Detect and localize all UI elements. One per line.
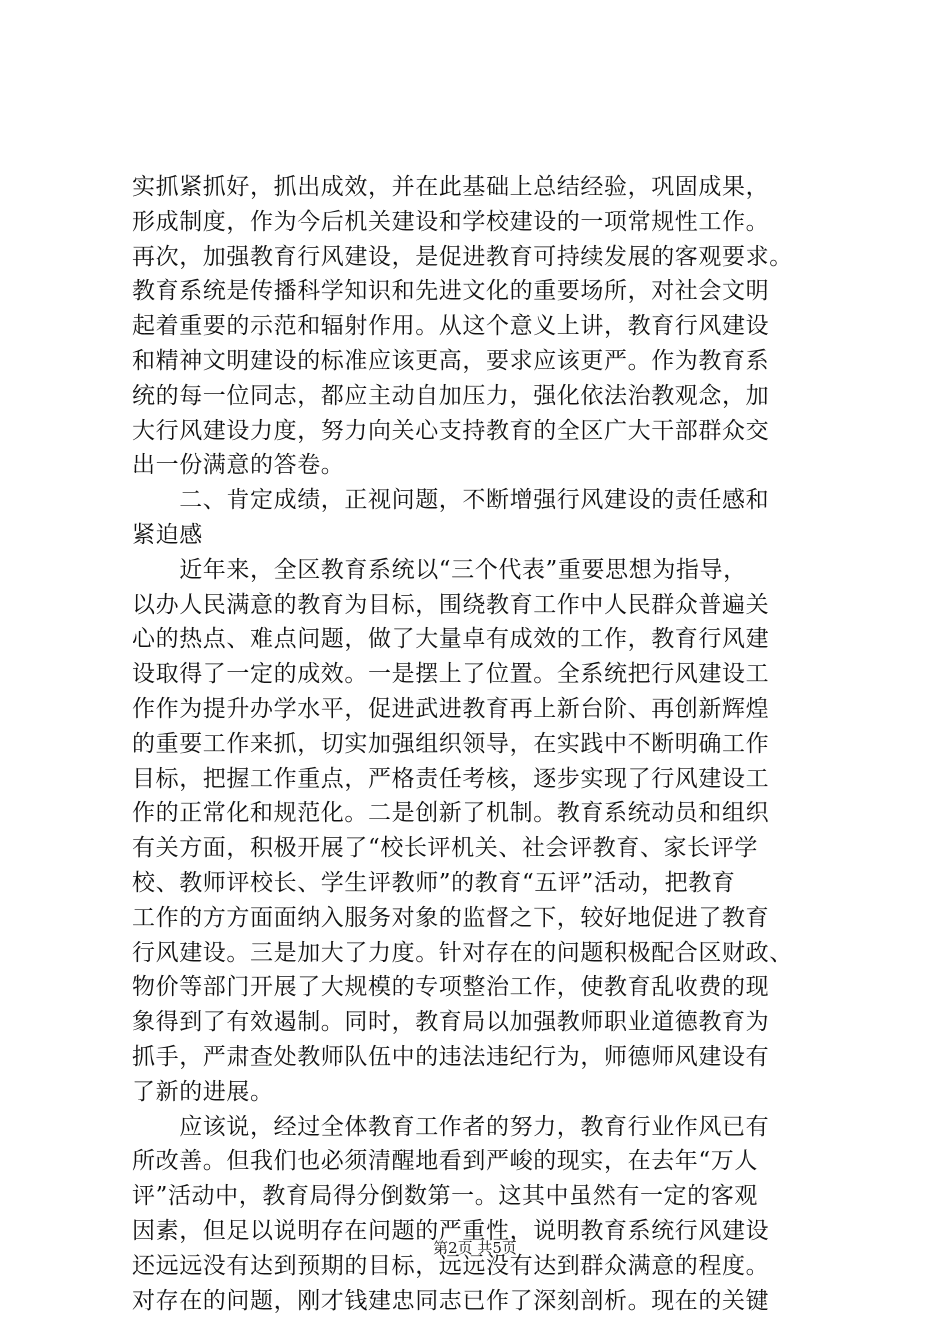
body-text <box>132 170 832 1318</box>
text-line: 的重要工作来抓，切实加强组织领导，在实践中不断明确工作 <box>132 730 770 757</box>
text-line: 目标，把握工作重点，严格责任考核，逐步实现了行风建设工 <box>132 765 770 792</box>
text-line: 教育系统是传播科学知识和先进文化的重要场所，对社会文明 <box>132 278 770 305</box>
text-line: 近年来，全区教育系统以“三个代表”重要思想为指导， <box>132 556 747 583</box>
section-heading-line: 紧迫感 <box>132 521 203 548</box>
text-line: 校、教师评校长、学生评教师”的教育“五评”活动，把教育 <box>132 869 736 896</box>
page-number-footer: 第2页 共5页 <box>433 1239 517 1257</box>
text-line: 象得到了有效遏制。同时，教育局以加强教师职业道德教育为 <box>132 1009 770 1036</box>
text-line: 行风建设。三是加大了力度。针对存在的问题积极配合区财政、 <box>132 939 793 966</box>
text-line: 因素，但足以说明存在问题的严重性，说明教育系统行风建设 <box>132 1217 770 1244</box>
text-line: 大行风建设力度，努力向关心支持教育的全区广大干部群众交 <box>132 417 770 444</box>
text-line: 应该说，经过全体教育工作者的努力，教育行业作风已有 <box>132 1113 770 1140</box>
text-line: 起着重要的示范和辐射作用。从这个意义上讲，教育行风建设 <box>132 313 770 340</box>
text-line: 以办人民满意的教育为目标，围绕教育工作中人民群众普遍关 <box>132 591 770 618</box>
text-line: 形成制度，作为今后机关建设和学校建设的一项常规性工作。 <box>132 208 770 235</box>
text-line: 有关方面，积极开展了“校长评机关、社会评教育、家长评学 <box>132 835 758 862</box>
text-line: 还远远没有达到预期的目标，远远没有达到群众满意的程度。 <box>132 1252 770 1279</box>
text-line: 设取得了一定的成效。一是摆上了位置。全系统把行风建设工 <box>132 661 770 688</box>
text-line: 和精神文明建设的标准应该更高，要求应该更严。作为教育系 <box>132 347 770 374</box>
text-line: 心的热点、难点问题，做了大量卓有成效的工作，教育行风建 <box>132 626 770 653</box>
text-line: 评”活动中，教育局得分倒数第一。这其中虽然有一定的客观 <box>132 1183 758 1210</box>
section-heading-line: 二、肯定成绩，正视问题，不断增强行风建设的责任感和 <box>132 487 770 514</box>
text-line: 实抓紧抓好，抓出成效，并在此基础上总结经验，巩固成果， <box>132 174 770 200</box>
text-line: 了新的进展。 <box>132 1078 274 1105</box>
text-line: 再次，加强教育行风建设，是促进教育可持续发展的客观要求。 <box>132 243 793 270</box>
text-line: 物价等部门开展了大规模的专项整治工作，使教育乱收费的现 <box>132 974 770 1001</box>
text-line: 对存在的问题，刚才钱建忠同志已作了深刻剖析。现在的关键 <box>132 1287 770 1314</box>
text-line: 作的正常化和规范化。二是创新了机制。教育系统动员和组织 <box>132 800 770 827</box>
text-line: 作作为提升办学水平，促进武进教育再上新台阶、再创新辉煌 <box>132 695 770 722</box>
text-line: 所改善。但我们也必须清醒地看到严峻的现实，在去年“万人 <box>132 1148 758 1175</box>
text-line: 出一份满意的答卷。 <box>132 452 345 479</box>
text-line: 抓手，严肃查处教师队伍中的违法违纪行为，师德师风建设有 <box>132 1043 770 1070</box>
text-line: 统的每一位同志，都应主动自加压力，强化依法治教观念，加 <box>132 382 770 409</box>
text-line: 工作的方方面面纳入服务对象的监督之下，较好地促进了教育 <box>132 904 770 931</box>
